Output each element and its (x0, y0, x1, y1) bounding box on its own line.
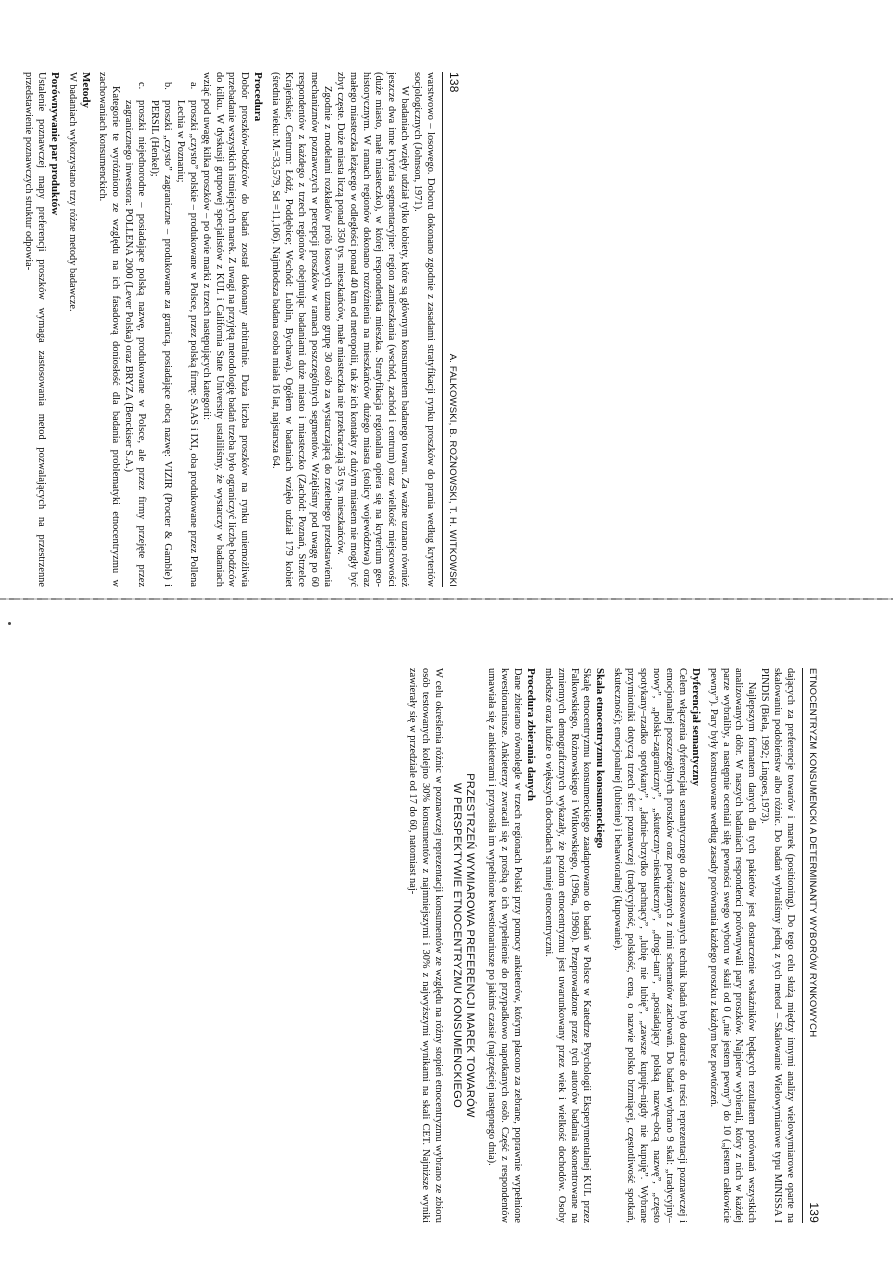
paragraph: Dobór proszków-bodźców do badań został dokonany arbitralnie. Duża liczba proszków na rynku uniemożliwia przebadanie wszystkich istniejących marek. Z uwagi na przyjętą metodologię badań trzeba było ograniczyć liczbę bodźców do kilku. W dyskusji grupowej specjalistów z KUL i California State University ustaliliśmy, że wystarczy w badaniach wziąć pod uwagę kilka proszków – po dwie marki z trzech następujących kategorii: (200, 72, 251, 587)
chapter-title-line: PRZESTRZEŃ WYMIAROWA PREFERENCJI MAREK TOWARÓW (464, 773, 477, 1118)
paragraph: Celem włączenia dyferencjału semantycznego do zastosowanych technik badań było dotarcie do treści reprezentacji poznawczej i emocjonalnej poszczególnych proszków oraz powiązanych z nimi schematów zachowań. Do badań wybrano 9 skal: „tradycyjny–nowy”, „polski–zagraniczny”, „skuteczny–nieskuteczny”, „drogi–tani”, „posiadający polską nazwę–obcą nazwę”, „często spotykany–rzadko spotykany”, „ładnie–brzydko pachnący”, „lubię nie lubię”, „zawsze kupuję–nigdy nie kupuję”. Wybrane przymiotniki dotyczą trzech sfer: poznawczej (tradycyjność, polskość, cena, o nazwie polsko brzmiącej, częstotliwość spotkań, skuteczność); emocjonalnej (lubienie) i behawioralnej (kupowanie). (612, 668, 688, 1223)
section-heading: Dyferencjał semantyczny (689, 668, 702, 787)
list-item-text: proszki „czysto” zagraniczne – produkowane za granicą, posiadające obcą nazwę: VIZIR (Procter & Gamble) i PERSIL (Henkel); (149, 100, 173, 587)
page-139 (20, 668, 820, 1223)
paragraph: dających za preferencje towarów i marek (positioning). Do tego celu służą między innymi analizy wielowymiarowe oparte na skalowaniu podobieństw albo różnic. Do badań wybraliśmy jedną z tych metod – Skalowanie Wielowymiarowe typu MINISSA I PINDIS (Biela, 1992; Lingoes,1973). (759, 668, 797, 1223)
chapter-title-line: W PERSPEKTYWIE ETNOCENTRYZMU KONSUMENCKIEGO (451, 782, 464, 1108)
section-heading: Skala etnocentryzmu konsumenckiego (594, 668, 607, 849)
list-item (121, 82, 148, 587)
section-heading: Procedura (252, 72, 265, 122)
running-head-authors: A. FALKOWSKI, B. ROŻNOWSKI, T. H. WITKOWSKI (447, 353, 458, 587)
paragraph: Skalę etnocentryzmu konsumenckiego zaadaptowano do badań w Polsce w Katedrze Psychologii Eksperymentalnej KUL przez Falkowskiego, Rożnowskiego i Witkowskiego, (1996a, 1996b). Przeprowadzone przez tych autorów badania skonentrowane na zmiennych demograficznych wykazały, że poziom etnocentryzmu jest uwarunkowany przez wiek i wielkość dochodów. Osoby młodsze oraz ludzie o większych dochodach są mniej etnocentryczni. (542, 668, 593, 1223)
paragraph: Kategorie te wyróżniono ze względu na ich fasadową doniosłość dla badania problematyki etnocentryzmu w zachowaniach konsumenckich. (97, 72, 122, 587)
subsection-heading: Porównywanie par produktów (48, 72, 61, 216)
running-head (802, 668, 820, 1223)
section-heading: Metody (79, 72, 92, 109)
list-item-text: proszki niejednorodne – posiadające polską nazwę, produkowane w Polsce, ale przez firmy przejęte przez zagranicznego inwestora: POLLENA 2000 (Lever Polska) oraz BRYZA (Benckiser S.A.) (123, 100, 148, 587)
running-head-title: ETNOCENTRYZM KONSUMENCKI A DETERMINANTY WYBORÓW RYNKOWYCH (807, 668, 818, 1038)
paragraph: warstwowo – losowego. Doboru dokonano zgodnie z zasadami stratyfikacji rynku proszków do prania według kryteriów socjologicznych (Johnson, 1971). (412, 72, 437, 587)
list-marker: c. (136, 82, 148, 90)
scan-artifact-line (0, 598, 893, 600)
running-head (442, 72, 460, 587)
list-marker: a. (187, 82, 199, 90)
list-item (147, 82, 173, 587)
category-list (121, 72, 198, 587)
paragraph: W celu określenia różnic w poznawczej reprezentacji konsumentów ze względu na różny stopień etnocentryzmu wybrano ze zbioru osób testowanych kolejno 30% konsumentów z najmniejszymi i 30% z najwyższymi wynikami na skali CET. Najniższe wyniki zawierały się w przedziale od 17 do 60, natomiast naj- (407, 668, 445, 1223)
paragraph: W badaniach wykorzystano trzy różne metody badawcze. (66, 72, 78, 312)
page-number: 139 (807, 1202, 821, 1223)
paragraph: Dane zbierano równolegle w trzech regionach Polski przy pomocy ankieterów, którym płacono za zebrane, poprawnie wypełnione kwestionariusze. Ankieterzy zwracali się z prośbą o ich wypełnienie do przypadkowo napotkanych osób. Część z respondentów umawiała się z ankieterami i przynosiła im wypełnione kwestionariusze po jakimś czasie (najczęściej następnego dnia). (486, 668, 523, 1223)
paragraph: Ustalenie poznawczej mapy preferencji proszków wymaga zastosowania metod pozwalających na przestrzenne przedstawienie poznawczych struktur odpowia- (22, 72, 47, 587)
list-item-text: proszki „czysto” polskie – produkowane w Polsce, przez polską firmę: SAAS i IXI, oba produkowane przez Pollena Lechia w Poznaniu; (174, 100, 199, 587)
list-item (173, 82, 199, 587)
page-number: 138 (447, 72, 461, 93)
scan-artifact-dot (8, 622, 11, 625)
section-heading: Procedura zbierania danych (524, 668, 537, 802)
paragraph: Najlepszym formatem danych dla tych pakietów jest dostarczenie wskaźników będących rezultatem porównań wszystkich analizowanych dóbr. W naszych badaniach respondenci porównywali pary proszków. Najpierw wybierali, który z nich w każdej parze wybraliby, a następnie oceniali siłę pewności swego wyboru w skali od 0 („nie jestem pewny”) do 10 („jestem całkowicie pewny”). Pary były konstruowane według zasady porównania każdego proszku z każdym bez powtórzeń. (707, 668, 758, 1223)
chapter-title (450, 668, 476, 1223)
page-138 (22, 72, 461, 587)
paragraph: W badaniach wzięły udział tylko kobiety, które są głównym konsumentem badanego towaru. Za ważne uznano również jeszcze dwa inne kryteria segmentacyjne: region zamieszkania (wschód, zachód i centrum) oraz wielkość miejscowości (duże miasto, małe miasteczko), w której respondentka mieszka. Stratyfikacja regionalna opiera się na kryterium geo-historycznym. W ramach regionów dokonano rozróżnienia na mieszkańców dużego miasta (stolicy województwa) oraz małego miasteczka leżącego w odległości ponad 40 km od metropolii, tak że ich kontakty z dużym miastem nie mogły być zbyt częste. Duże miasta liczą ponad 350 tys. mieszkańców, małe miasteczka nie przekraczają 35 tys. mieszkańców. (334, 72, 411, 587)
list-marker: b. (161, 82, 173, 90)
paragraph: Zgodnie z modelami rozkładów prób losowych uznano grupę 30 osób za wystarczającą do rzetelnego przedstawienia mechanizmów poznawczych w percepcji proszków w ramach poszczególnych segmentów. Wzięliśmy pod uwagę po 60 respondentów z każdego z trzech regionów obejmując badaniami duże miasto i miasteczko (Zachód: Poznań, Strzelce Krajeńskie; Centrum: Łódź, Poddębice; Wschód: Lublin, Bychawa). Ogółem w badaniach wzięło udział 179 kobiet (średnia wieku: M.=33,579, Sd =11,106). Najmłodsza badana osoba miała 16 lat, najstarsza 64. (270, 72, 333, 587)
